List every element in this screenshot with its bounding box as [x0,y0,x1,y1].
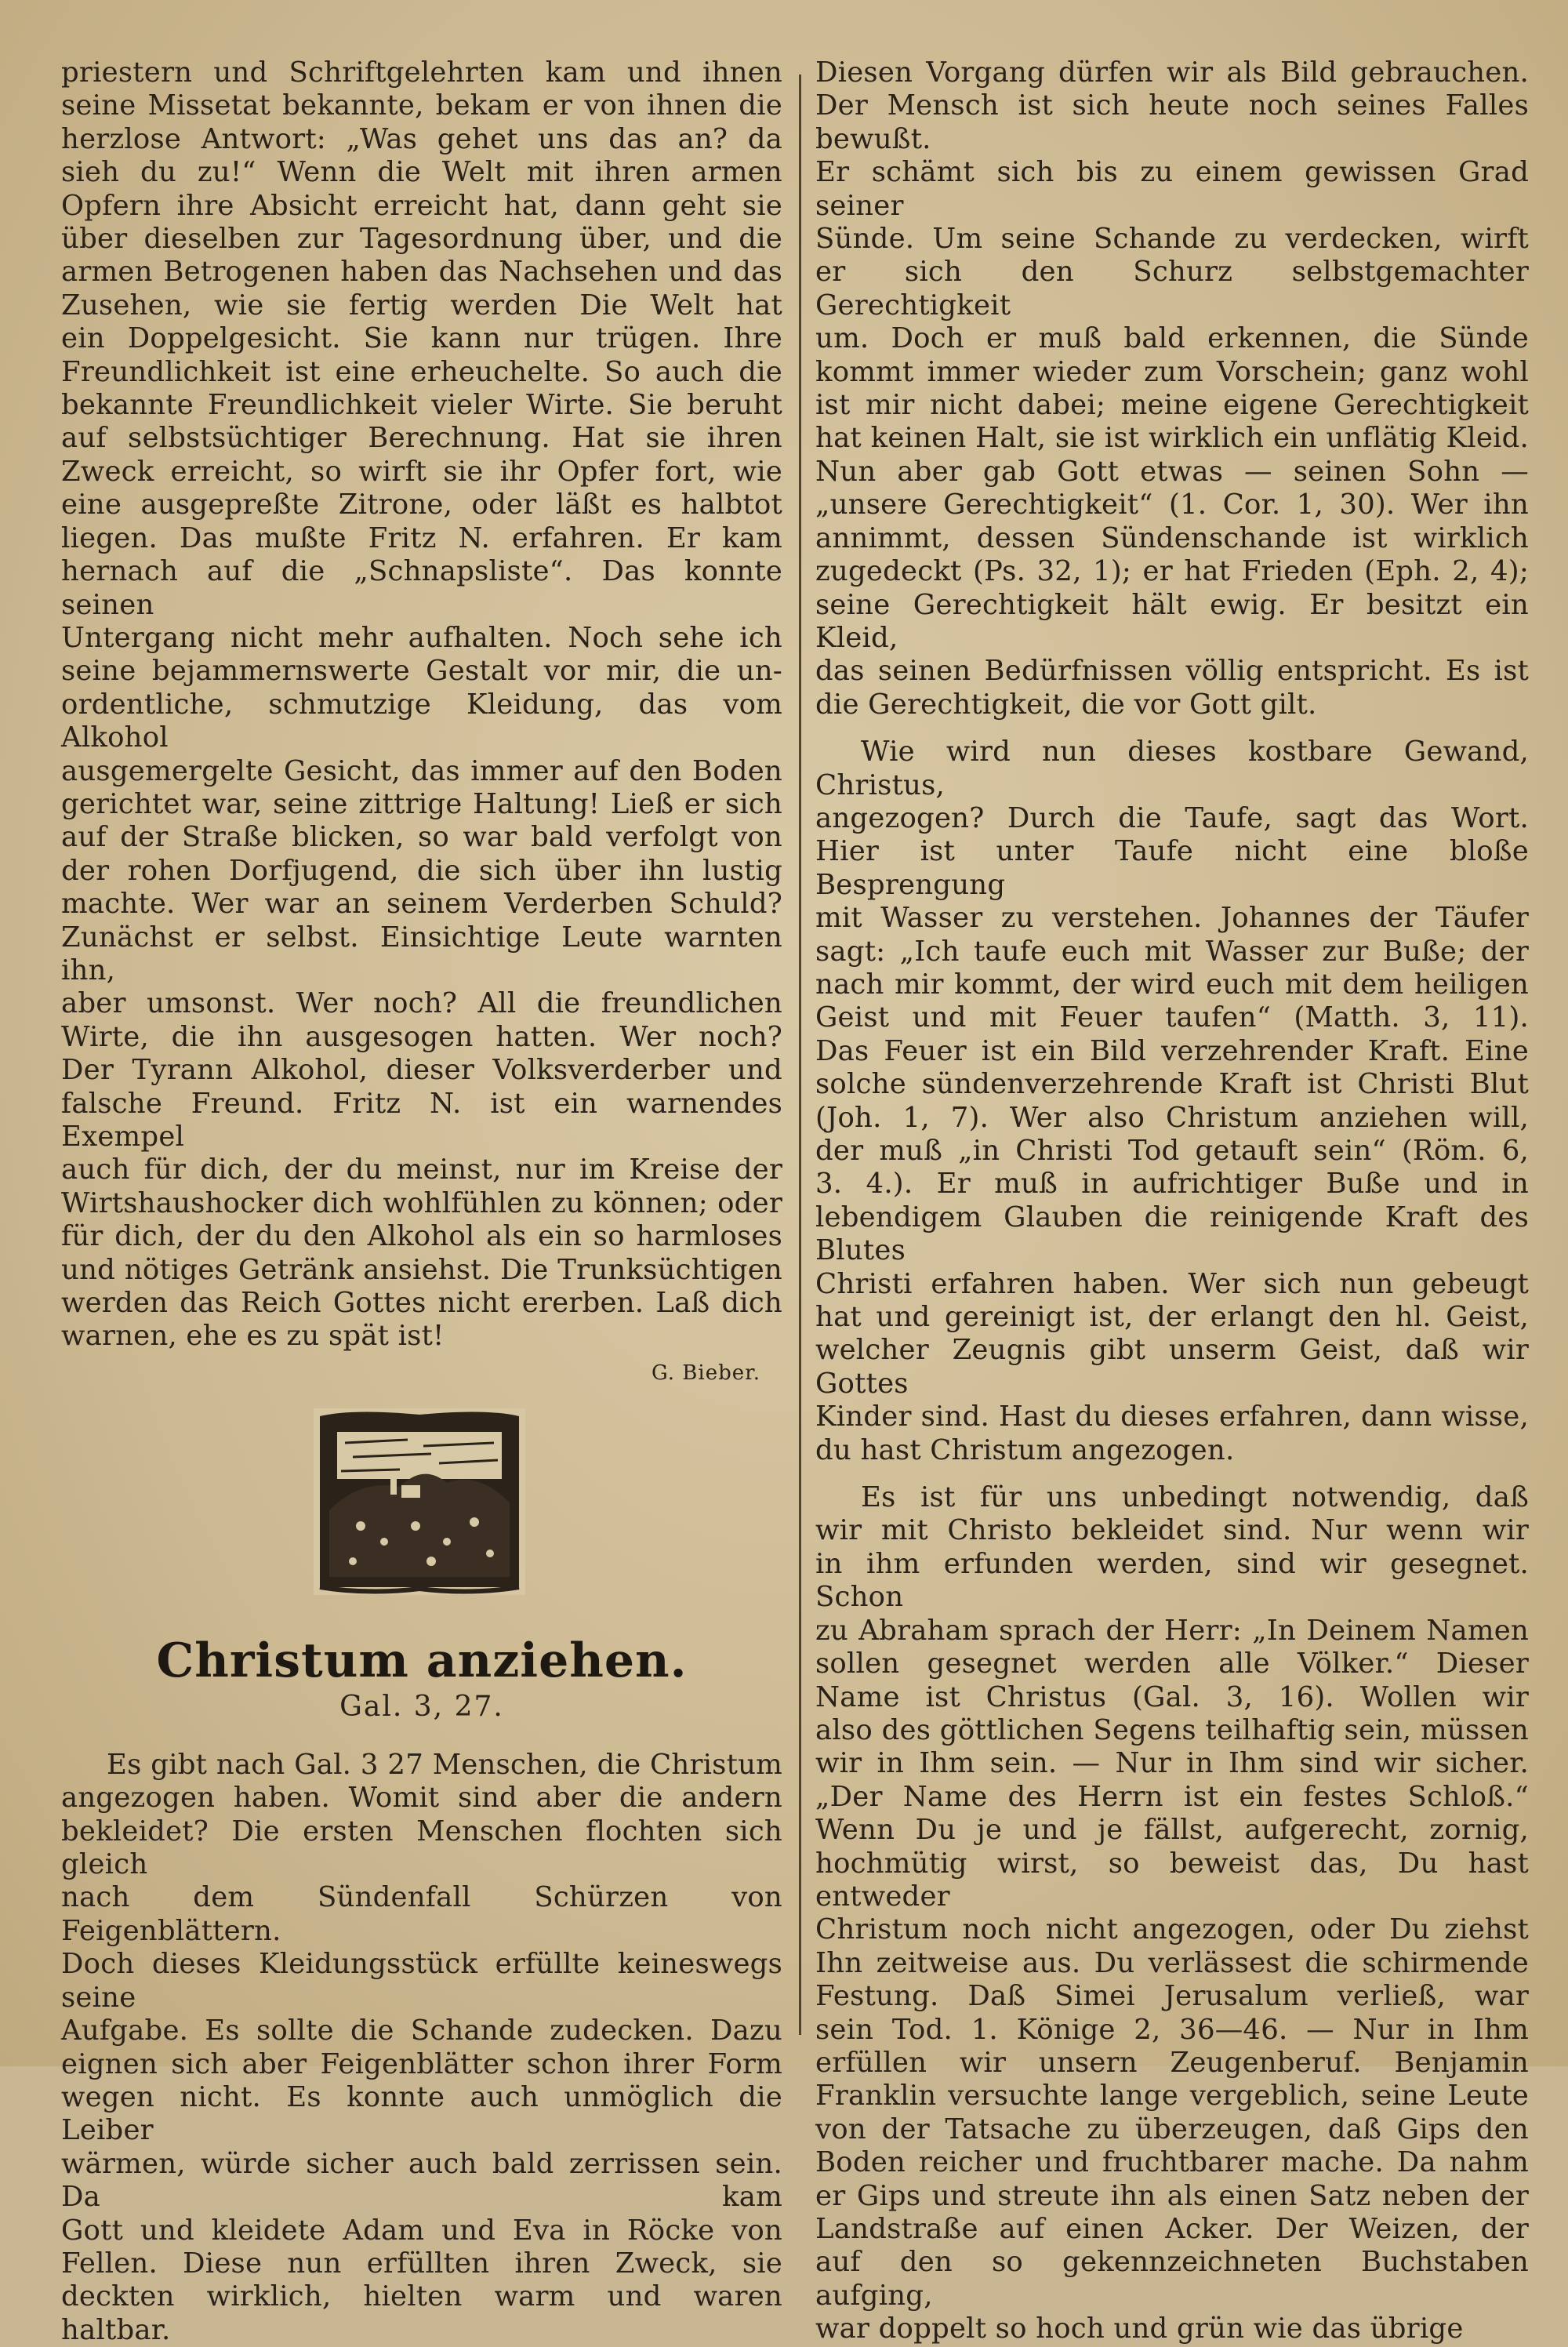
text-line: priestern und Schriftgelehrten kam und ihnen [61,56,782,89]
text-line: bekleidet? Die ersten Menschen flochten sich gleich [61,1815,782,1881]
article-heading: Christum anziehen. [156,1633,688,1688]
paragraph-left-1 [61,56,782,1353]
text-line: Wirte, die ihn ausgesogen hatten. Wer noch? [61,1020,782,1053]
text-line: Aufgabe. Es sollte die Schande zudecken. Dazu [61,2015,782,2047]
text-line: Freundlichkeit ist eine erheuchelte. So auch die [61,355,782,388]
text-line: zu Abraham sprach der Herr: „In Deinem Namen [815,1614,1529,1647]
right-column [815,56,1529,2346]
text-line: sollen gesegnet werden alle Völker.“ Dieser [815,1648,1529,1680]
text-line: er Gips und streute ihn als einen Satz neben der [815,2179,1529,2212]
text-line: wärmen, würde sicher auch bald zerrissen sein. Da kam [61,2147,782,2214]
text-line: nach mir kommt, der wird euch mit dem heiligen [815,968,1529,1001]
text-line: auf der Straße blicken, so war bald verfolgt von [61,821,782,854]
text-line: hernach auf die „Schnapsliste“. Das konnte seinen [61,555,782,621]
text-line: das seinen Bedürfnissen völlig entspricht. Es ist [815,655,1529,688]
text-line: gerichtet war, seine zittrige Haltung! Ließ er sich [61,787,782,820]
text-line: wir in Ihm sein. — Nur in Ihm sind wir sicher. [815,1747,1529,1780]
text-line: aber umsonst. Wer noch? All die freundlichen [61,987,782,1020]
author-signature: G. Bieber. [651,1361,760,1385]
text-line: Christum noch nicht angezogen, oder Du ziehst [815,1913,1529,1946]
text-line: Nun aber gab Gott etwas — seinen Sohn — [815,455,1529,488]
text-line: eignen sich aber Feigenblätter schon ihrer Form [61,2047,782,2080]
text-line: Festung. Daß Simei Jerusalum verließ, war [815,1980,1529,2013]
text-line: sein Tod. 1. Könige 2, 36—46. — Nur in Ihm [815,2013,1529,2046]
text-line: welcher Zeugnis gibt unserm Geist, daß wir Gottes [815,1334,1529,1400]
text-line: war doppelt so hoch und grün wie das übrige [815,2312,1464,2345]
text-line: Boden reicher und fruchtbarer mache. Da nahm [815,2146,1529,2179]
text-line: Diesen Vorgang dürfen wir als Bild gebrauchen. [815,56,1529,89]
text-line: annimmt, dessen Sündenschande ist wirklich [815,521,1529,554]
text-line: Zusehen, wie sie fertig werden Die Welt hat [61,289,782,322]
text-line: hat und gereinigt ist, der erlangt den hl. Geist, [815,1301,1529,1334]
text-line: Ihn zeitweise aus. Du verlässest die schirmende [815,1946,1529,1979]
text-line: wir mit Christo bekleidet sind. Nur wenn wir [815,1514,1529,1547]
text-line: hochmütig wirst, so beweist das, Du hast entweder [815,1847,1529,1913]
text-line: lebendigem Glauben die reinigende Kraft des Blutes [815,1201,1529,1267]
text-line: ordentliche, schmutzige Kleidung, das vom Alkohol [61,688,782,754]
text-line: „unsere Gerechtigkeit“ (1. Cor. 1, 30). Wer ihn [815,489,1529,521]
text-line: seine Gerechtigkeit hält ewig. Er besitzt ein Kleid, [815,588,1529,654]
text-line: also des göttlichen Segens teilhaftig sein, müssen [815,1713,1529,1746]
text-line: er sich den Schurz selbstgemachter Gerechtigkeit [815,256,1529,322]
text-line: ist mir nicht dabei; meine eigene Gerechtigkeit [815,389,1529,422]
text-line: „Der Name des Herrn ist ein festes Schloß.“ [815,1780,1529,1813]
paragraph-left-2 [61,1749,782,2347]
text-line: Christi erfahren haben. Wer sich nun gebeugt [815,1267,1529,1300]
text-line: auf selbstsüchtiger Berechnung. Hat sie ihren [61,422,782,455]
text-line: Wie wird nun dieses kostbare Gewand, Christus, [815,736,1529,801]
text-line: mit Wasser zu verstehen. Johannes der Täufer [815,902,1529,935]
text-line: von der Tatsache zu überzeugen, daß Gips den [815,2113,1529,2145]
text-line: Wenn Du je und je fällst, aufgerecht, zornig, [815,1814,1529,1847]
text-line: sieh du zu!“ Wenn die Welt mit ihren armen [61,156,782,189]
text-line: kommt immer wieder zum Vorschein; ganz wohl [815,355,1529,388]
text-line: Das Feuer ist ein Bild verzehrender Kraft. Eine [815,1034,1529,1067]
text-line: eine ausgepreßte Zitrone, oder läßt es halbtot [61,489,782,521]
text-line: du hast Christum angezogen. [815,1433,1235,1466]
text-line: Doch dieses Kleidungsstück erfüllte keineswegs seine [61,1948,782,2014]
left-column [61,56,782,2347]
text-line: auf den so gekennzeichneten Buchstaben aufging, [815,2246,1529,2312]
text-line: Der Mensch ist sich heute noch seines Falles bewußt. [815,89,1529,155]
text-line: Zweck erreicht, so wirft sie ihr Opfer fort, wie [61,455,782,488]
text-line: über dieselben zur Tagesordnung über, und die [61,223,782,256]
text-line: ausgemergelte Gesicht, das immer auf den Boden [61,754,782,787]
paragraph-right-3 [815,1481,1529,2346]
text-line: zugedeckt (Ps. 32, 1); er hat Frieden (Eph. 2, 4); [815,555,1529,588]
text-line: hat keinen Halt, sie ist wirklich ein unflätig Kleid. [815,422,1529,455]
text-line: solche sündenverzehrende Kraft ist Christi Blut [815,1068,1529,1101]
text-line: seine Missetat bekannte, bekam er von ihnen die [61,89,782,122]
column-divider [799,74,801,2035]
text-line: für dich, der du den Alkohol als ein so harmloses [61,1220,782,1253]
text-line: warnen, ehe es zu spät ist! [61,1320,445,1353]
text-line: Landstraße auf einen Acker. Der Weizen, der [815,2213,1529,2245]
text-line: Es ist für uns unbedingt notwendig, daß [861,1481,1529,1514]
text-line: liegen. Das mußte Fritz N. erfahren. Er kam [61,521,782,554]
paragraph-right-1 [815,56,1529,721]
text-line: angezogen haben. Womit sind aber die andern [61,1782,782,1815]
text-line: auch für dich, der du meinst, nur im Kreise der [61,1154,782,1186]
text-line: Geist und mit Feuer taufen“ (Matth. 3, 11). [815,1001,1529,1034]
text-line: der rohen Dorfjugend, die sich über ihn lustig [61,854,782,887]
text-line: Hier ist unter Taufe nicht eine bloße Besprengung [815,835,1529,901]
text-line: Der Tyrann Alkohol, dieser Volksverderber und [61,1054,782,1087]
text-line: seine bejammernswerte Gestalt vor mir, die un- [61,655,782,688]
text-line: der muß „in Christi Tod getauft sein“ (Röm. 6, [815,1135,1529,1167]
text-line: Untergang nicht mehr aufhalten. Noch sehe ich [61,621,782,654]
text-line: machte. Wer war an seinem Verderben Schuld? [61,888,782,921]
text-line: Er schämt sich bis zu einem gewissen Grad seiner [815,156,1529,222]
text-line: deckten wirklich, hielten warm und waren haltbar. [61,2280,782,2346]
text-line: die Gerechtigkeit, die vor Gott gilt. [815,688,1317,721]
text-line: bekannte Freundlichkeit vieler Wirte. Sie beruht [61,389,782,422]
text-line: falsche Freund. Fritz N. ist ein warnendes Exempel [61,1087,782,1153]
text-line: um. Doch er muß bald erkennen, die Sünde [815,322,1529,355]
text-line: herzlose Antwort: „Was gehet uns das an? da [61,122,782,155]
text-line: nach dem Sündenfall Schürzen von Feigenblättern. [61,1881,782,1947]
text-line: Wirtshaushocker dich wohlfühlen zu können; oder [61,1186,782,1219]
text-line: Kinder sind. Hast du dieses erfahren, dann wisse, [815,1401,1529,1433]
article-subheading: Gal. 3, 27. [339,1690,504,1723]
text-line: sagt: „Ich taufe euch mit Wasser zur Buße; der [815,935,1529,968]
text-line: und nötiges Getränk ansiehst. Die Trunksüchtigen [61,1253,782,1286]
text-line: Sünde. Um seine Schande zu verdecken, wirft [815,223,1529,256]
text-line: angezogen? Durch die Taufe, sagt das Wort. [815,801,1529,834]
paragraph-right-2 [815,736,1529,1467]
text-line: (Joh. 1, 7). Wer also Christum anziehen will, [815,1101,1529,1134]
landscape-vignette [314,1408,525,1595]
text-line: Opfern ihre Absicht erreicht hat, dann geht sie [61,189,782,222]
text-line: erfüllen wir unsern Zeugenberuf. Benjamin [815,2046,1529,2079]
text-line: Es gibt nach Gal. 3 27 Menschen, die Christum [107,1748,782,1781]
text-line: ein Doppelgesicht. Sie kann nur trügen. Ihre [61,322,782,355]
text-line: wegen nicht. Es konnte auch unmöglich die Leiber [61,2080,782,2147]
text-line: Fellen. Diese nun erfüllten ihren Zweck, sie [61,2247,782,2280]
text-line: armen Betrogenen haben das Nachsehen und das [61,256,782,289]
text-line: Zunächst er selbst. Einsichtige Leute warnten ihn, [61,921,782,986]
text-line: Gott und kleidete Adam und Eva in Röcke von [61,2214,782,2247]
text-line: Franklin versuchte lange vergeblich, seine Leute [815,2080,1529,2113]
text-line: Name ist Christus (Gal. 3, 16). Wollen wir [815,1680,1529,1713]
text-line: 3. 4.). Er muß in aufrichtiger Buße und in [815,1168,1529,1201]
text-line: in ihm erfunden werden, sind wir gesegnet. Schon [815,1547,1529,1614]
text-line: werden das Reich Gottes nicht ererben. Laß dich [61,1287,782,1320]
